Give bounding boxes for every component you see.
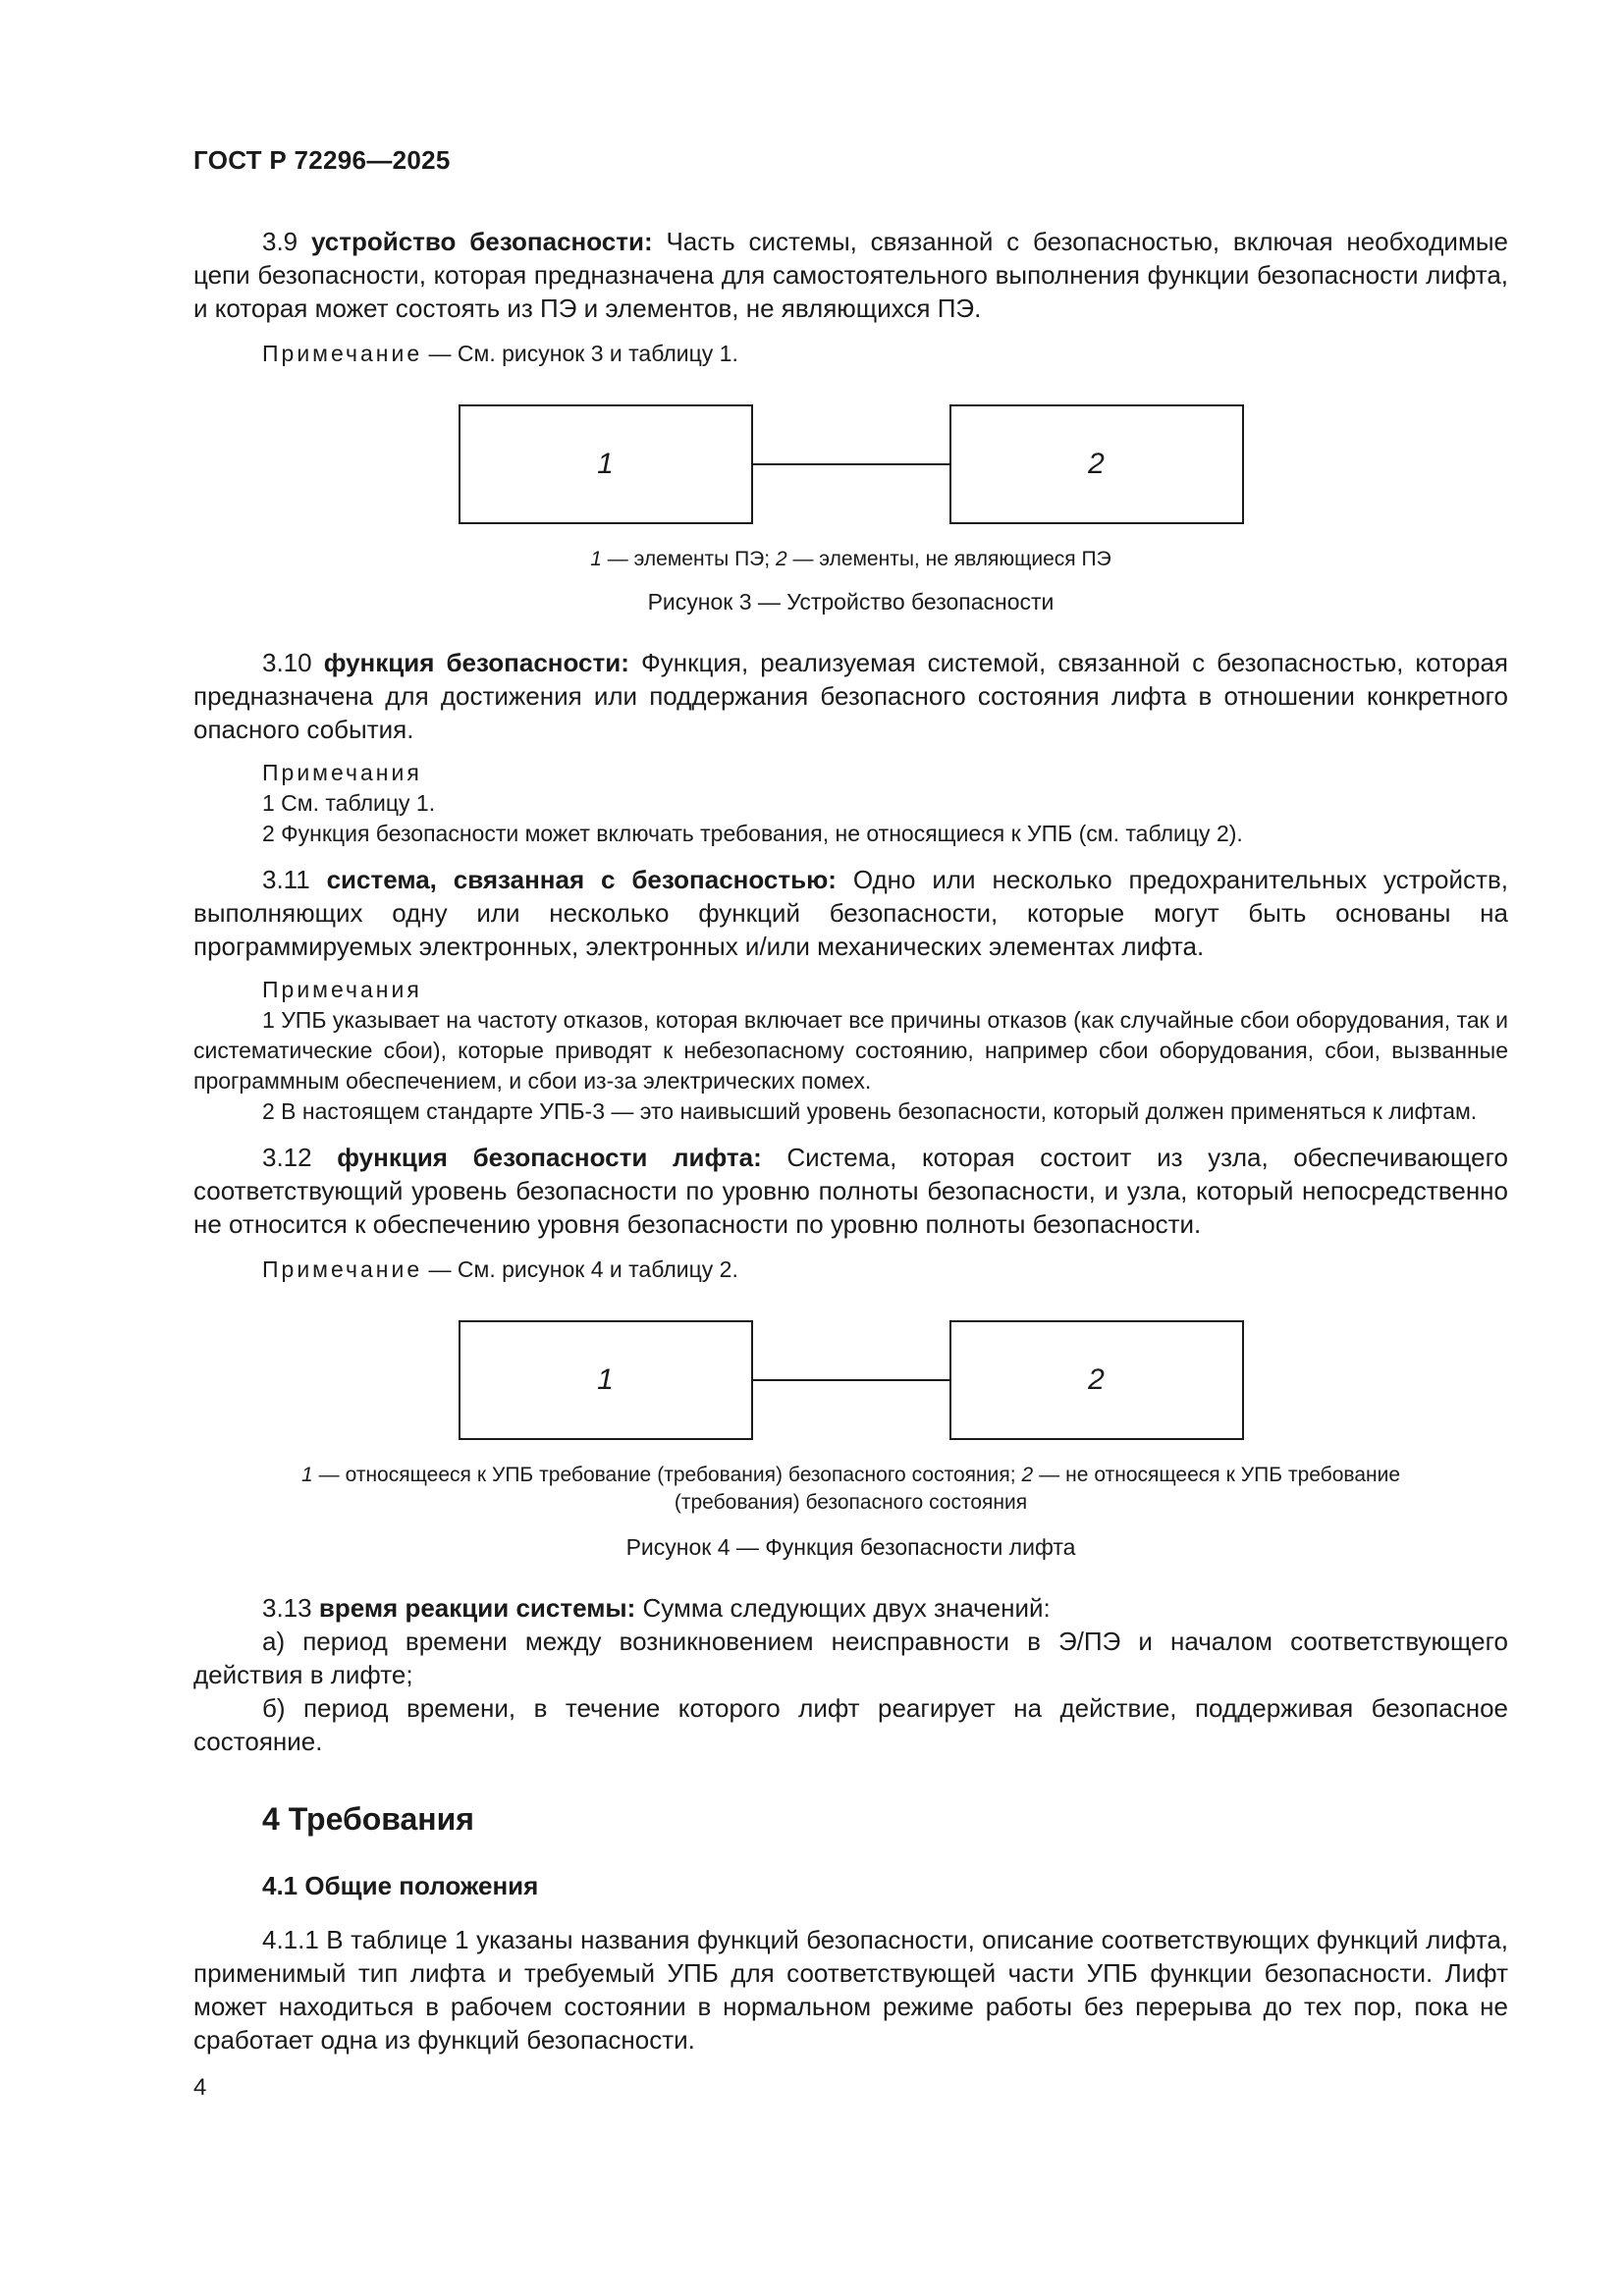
notes-label-3-11: Примечания	[262, 977, 422, 1002]
clause-term: функция безопасности лифта:	[337, 1143, 762, 1172]
figure-3-diagram	[459, 404, 1244, 524]
legend-text-1: — относящееся к УПБ требование (требования) безопасного состояния;	[312, 1464, 1022, 1486]
legend-key-1: 1	[590, 548, 602, 570]
figure-4-box-2: 2	[949, 1320, 1244, 1440]
page-number: 4	[193, 2074, 207, 2101]
clause-text: Сумма следующих двух значений:	[642, 1593, 1051, 1623]
note-3-11-1: 1 УПБ указывает на частоту отказов, которая включает все причины отказов (как случайные сбои оборудования, так и систематические сбои), которые приводят к небезопасному состоянию, например сбои оборудования, сбои, вызванные программным обеспечением, и сбои из-за электрических помех.	[193, 1007, 1508, 1094]
figure-3-box-2: 2	[949, 404, 1244, 524]
clause-number: 3.9	[262, 227, 298, 256]
clause-3-13-item-b: б) период времени, в течение которого лифт реагирует на действие, поддерживая безопасное состояние.	[193, 1693, 1508, 1756]
clause-number: 3.13	[262, 1593, 312, 1623]
legend-text-2: — не относящееся к УПБ требование (требования) безопасного состояния	[674, 1464, 1400, 1514]
clause-3-11	[193, 863, 1508, 963]
section-4-1-heading: 4.1 Общие положения	[262, 1871, 539, 1900]
clause-text: Функция, реализуемая системой, связанной с безопасностью, которая предназначена для достижения или поддержания безопасного состояния лифта в отношении конкретного опасного события.	[193, 648, 1508, 744]
clause-3-13-item-a: а) период времени между возникновением неисправности в Э/ПЭ и началом соответствующего действия в лифте;	[193, 1627, 1508, 1689]
note-3-12	[193, 1255, 1508, 1285]
clause-term: функция безопасности:	[323, 648, 629, 677]
note-3-10-1: 1 См. таблицу 1.	[262, 790, 436, 816]
note-label: Примечание	[262, 341, 423, 366]
clause-3-9	[193, 225, 1508, 325]
legend-text-1: — элементы ПЭ;	[601, 548, 776, 570]
clause-term: система, связанная с безопасностью:	[326, 865, 837, 894]
clause-text: Система, которая состоит из узла, обеспечивающего соответствующий уровень безопасности по уровню полноты безопасности, и узла, который непосредственно не относится к обеспечению уровня безопасности по уровню полноты безопасности.	[193, 1143, 1508, 1239]
legend-text-2: — элементы, не являющиеся ПЭ	[786, 548, 1111, 570]
clause-text: Часть системы, связанной с безопасностью, включая необходимые цепи безопасности, которая предназначена для самостоятельного выполнения функции безопасности лифта, и которая может состоять из ПЭ и элементов, не являющихся ПЭ.	[193, 227, 1508, 323]
clause-number: 3.11	[262, 865, 310, 894]
figure-3-legend	[193, 546, 1508, 573]
figure-3-caption: Рисунок 3 — Устройство безопасности	[647, 589, 1055, 614]
notes-label-3-10: Примечания	[262, 760, 422, 785]
clause-number: 3.12	[262, 1143, 312, 1172]
document-header: ГОСТ Р 72296—2025	[193, 145, 451, 175]
figure-4-legend	[193, 1462, 1508, 1517]
figure-4-caption: Рисунок 4 — Функция безопасности лифта	[625, 1534, 1076, 1560]
note-label: Примечание	[262, 1256, 423, 1282]
clause-term: время реакции системы:	[318, 1593, 636, 1623]
clause-4-1-1: 4.1.1 В таблице 1 указаны названия функций безопасности, описание соответствующих функций лифта, применимый тип лифта и требуемый УПБ для соответствующей части УПБ функции безопасности. Лифт может находиться в рабочем состоянии в нормальном режиме работы без перерыва до тех пор, пока не сработает одна из функций безопасности.	[193, 1925, 1508, 2055]
section-4-heading: 4 Требования	[262, 1801, 474, 1837]
note-3-10-2: 2 Функция безопасности может включать требования, не относящиеся к УПБ (см. таблицу 2).	[262, 821, 1243, 846]
figure-4-diagram	[459, 1320, 1244, 1440]
figure-3-box-1: 1	[459, 404, 753, 524]
figure-3-connector	[753, 463, 949, 465]
clause-3-13	[193, 1591, 1508, 1625]
clause-term: устройство безопасности:	[310, 227, 653, 256]
legend-key-2: 2	[775, 548, 787, 570]
legend-key-1: 1	[301, 1464, 313, 1486]
clause-3-12	[193, 1141, 1508, 1241]
legend-key-2: 2	[1021, 1464, 1034, 1486]
note-3-9	[193, 339, 1508, 369]
clause-3-10	[193, 646, 1508, 746]
clause-number: 3.10	[262, 648, 312, 677]
note-text: — См. рисунок 4 и таблицу 2.	[422, 1256, 738, 1282]
note-text: — См. рисунок 3 и таблицу 1.	[422, 341, 738, 366]
figure-4-box-1: 1	[459, 1320, 753, 1440]
note-3-11-2: 2 В настоящем стандарте УПБ-3 — это наивысший уровень безопасности, который должен применяться к лифтам.	[262, 1098, 1478, 1124]
clause-text: Одно или несколько предохранительных устройств, выполняющих одну или несколько функций безопасности, которые могут быть основаны на программируемых электронных, электронных и/или механических элементах лифта.	[193, 865, 1508, 961]
figure-4-connector	[753, 1379, 949, 1381]
